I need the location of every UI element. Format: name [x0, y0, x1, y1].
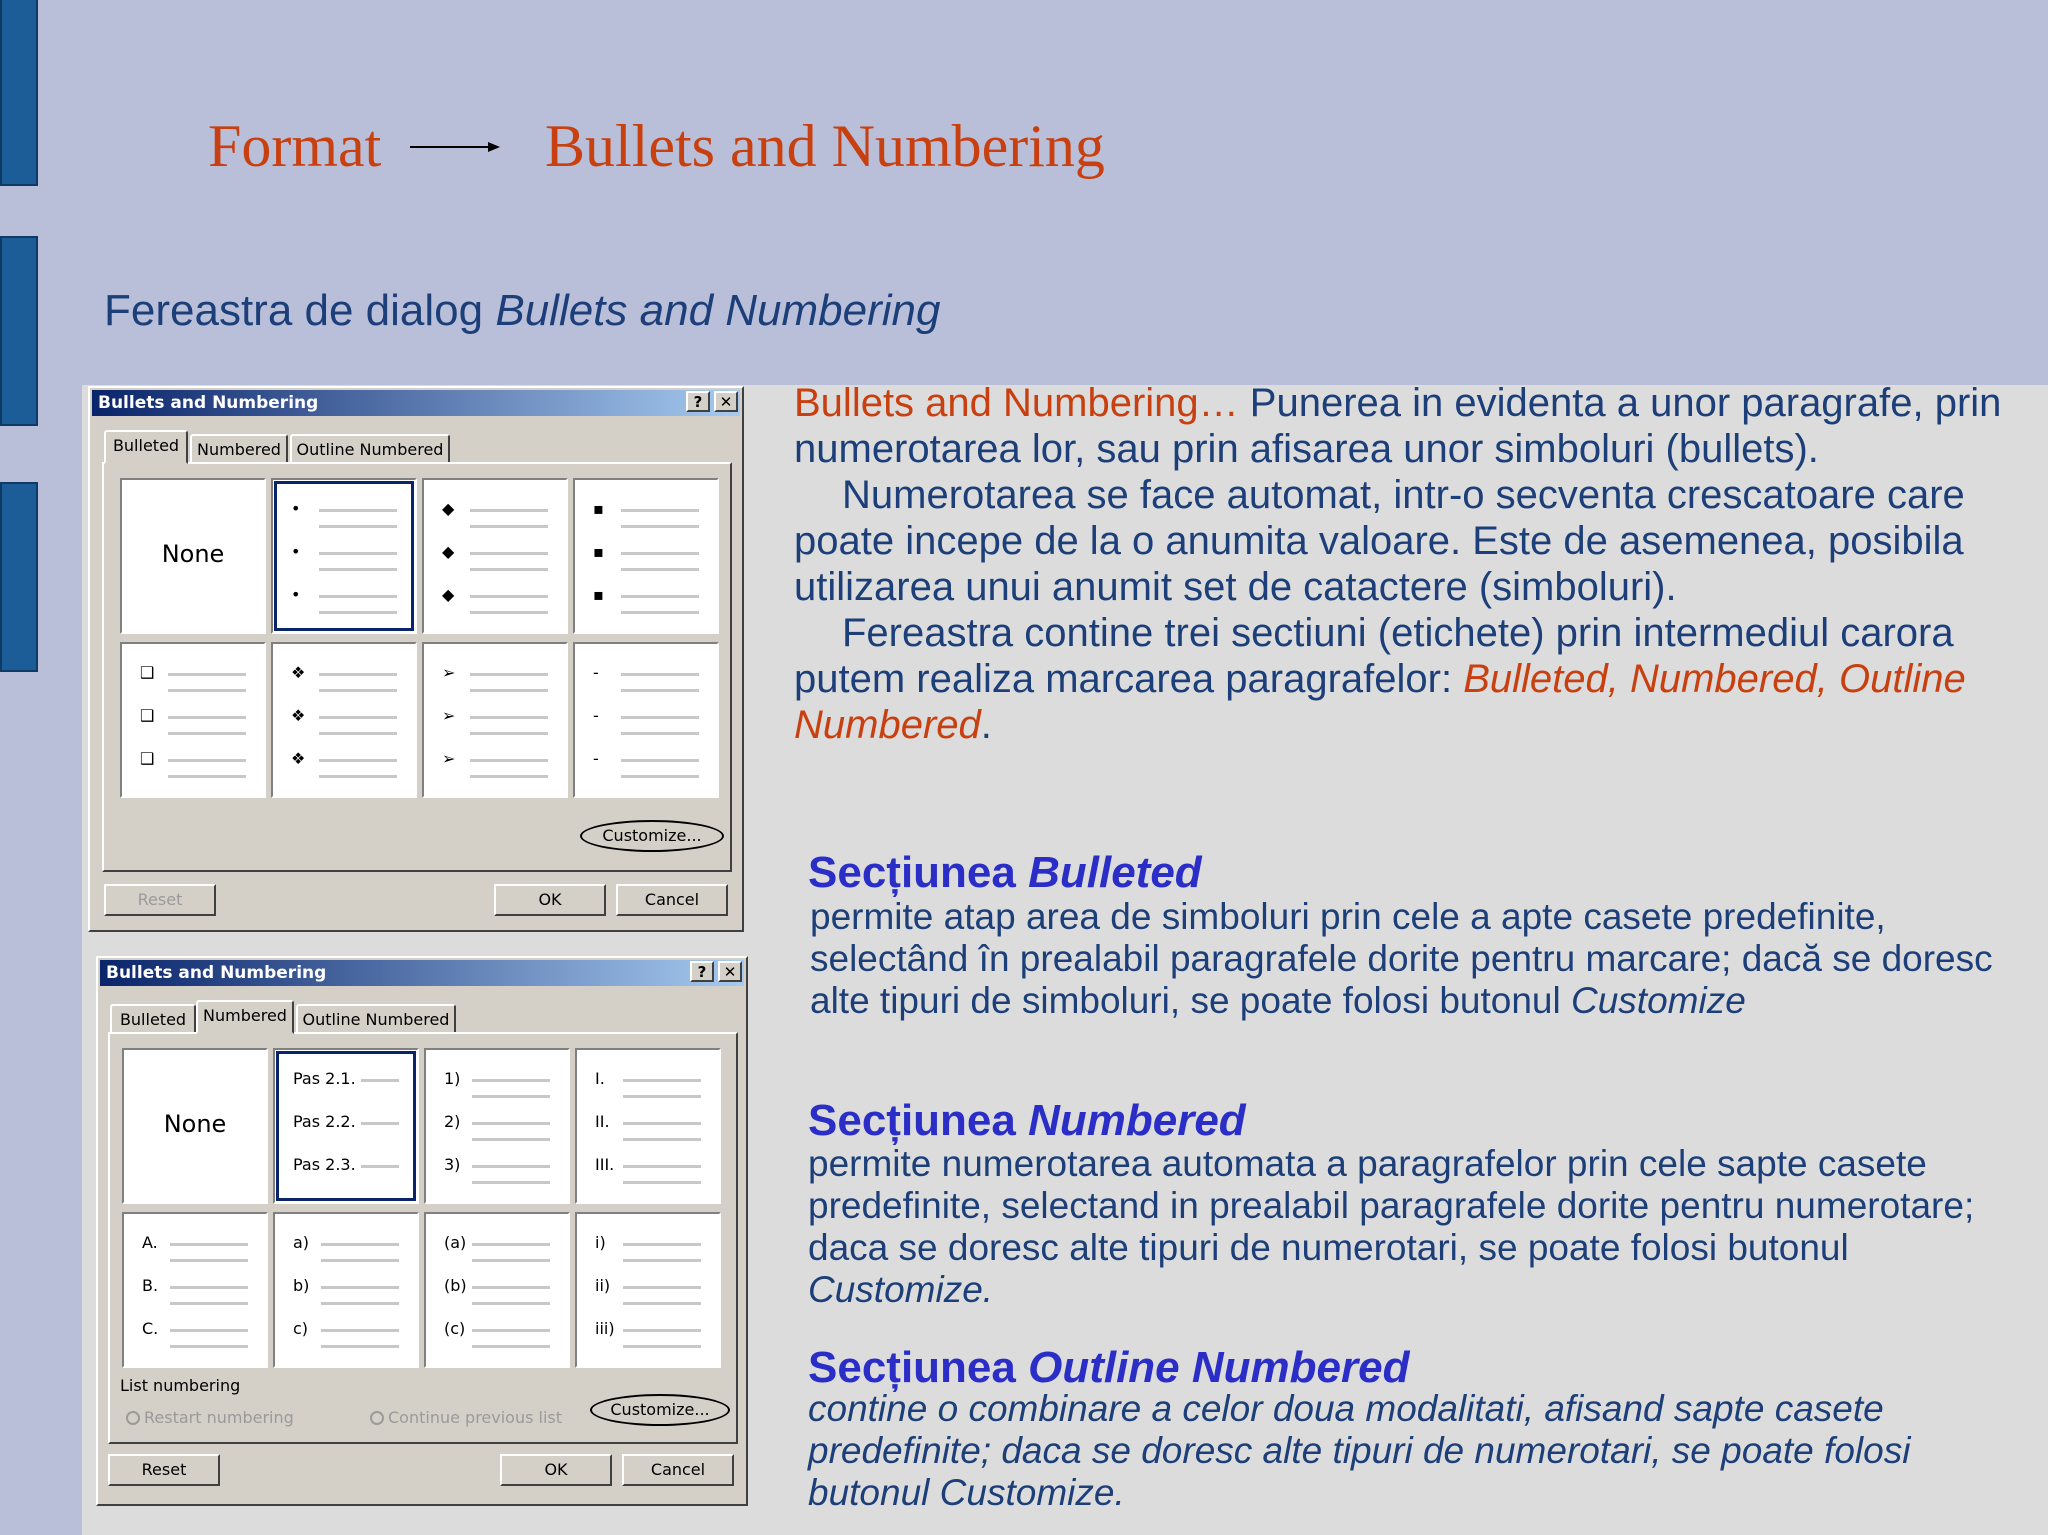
list-marker: Pas 2.3.: [293, 1155, 356, 1174]
none-label: None: [161, 540, 225, 568]
list-marker: iii): [595, 1319, 615, 1338]
list-line: [472, 1329, 550, 1332]
list-marker: A.: [142, 1233, 158, 1252]
close-button[interactable]: ✕: [718, 961, 742, 982]
section-heading-italic: Numbered: [1028, 1096, 1246, 1145]
list-line: [319, 732, 397, 735]
list-line: [319, 759, 397, 762]
list-line: [472, 1345, 550, 1348]
list-marker: ▪: [593, 585, 604, 604]
list-marker: Pas 2.2.: [293, 1112, 356, 1131]
list-line: [321, 1259, 399, 1262]
list-line: [361, 1165, 399, 1168]
close-button[interactable]: ✕: [714, 391, 738, 412]
list-marker: ➢: [442, 663, 456, 682]
section-body-italic: Customize: [1571, 980, 1746, 1021]
list-numbering-label: List numbering: [120, 1376, 241, 1395]
list-marker: i): [595, 1233, 606, 1252]
list-marker: b): [293, 1276, 310, 1295]
list-line: [472, 1138, 550, 1141]
list-line: [621, 525, 699, 528]
list-line: [621, 689, 699, 692]
style-cell-cross-bullets[interactable]: [271, 642, 417, 798]
tab-bulleted[interactable]: Bulleted: [110, 1004, 196, 1034]
help-button[interactable]: ?: [690, 961, 714, 982]
list-line: [621, 673, 699, 676]
dialog-titlebar: [100, 960, 744, 986]
section-heading-text: Secțiunea: [808, 1096, 1029, 1145]
list-line: [623, 1079, 701, 1082]
list-line: [472, 1181, 550, 1184]
list-line: [319, 509, 397, 512]
list-line: [472, 1302, 550, 1305]
intro-p3-end: .: [980, 703, 992, 747]
list-marker: ❖: [291, 706, 306, 725]
list-line: [170, 1243, 248, 1246]
list-marker: c): [293, 1319, 309, 1338]
list-marker: I.: [595, 1069, 605, 1088]
style-cell-upper-letters[interactable]: [122, 1212, 268, 1368]
subtitle: [104, 286, 940, 336]
list-line: [470, 568, 548, 571]
list-line: [168, 689, 246, 692]
section-outline-body: contine o combinare a celor doua modalitati, afisand sapte casete predefinite; daca se doresc alte tipuri de numerotari, se poate folosi butonul Customize.: [808, 1388, 1911, 1513]
list-line: [470, 552, 548, 555]
list-line: [470, 673, 548, 676]
list-marker: ▪: [593, 542, 604, 561]
list-line: [319, 775, 397, 778]
list-marker: Pas 2.1.: [293, 1069, 356, 1088]
tab-outline-numbered[interactable]: Outline Numbered: [290, 434, 450, 464]
continue-list-label: Continue previous list: [388, 1408, 563, 1427]
list-line: [472, 1122, 550, 1125]
list-line: [321, 1329, 399, 1332]
list-marker: ➢: [442, 706, 456, 725]
section-body-text: permite numerotarea automata a paragrafelor prin cele sapte casete predefinite, selectand in prealabil paragrafele dorite pentru numerotare; daca se doresc alte tipuri de numerotari, se poate folosi butonul: [808, 1143, 1975, 1268]
restart-numbering-radio[interactable]: [126, 1408, 294, 1427]
list-line: [623, 1302, 701, 1305]
style-cell-none[interactable]: [122, 1048, 268, 1204]
style-cell-dot-bullets[interactable]: [271, 478, 417, 634]
decor-bar: [0, 0, 38, 186]
list-line: [623, 1138, 701, 1141]
list-line: [170, 1286, 248, 1289]
subtitle-text: Fereastra de dialog: [104, 286, 496, 335]
list-line: [472, 1095, 550, 1098]
intro-accent: Bullets and Numbering…: [794, 381, 1239, 425]
list-line: [621, 716, 699, 719]
list-line: [623, 1259, 701, 1262]
intro-p3: Fereastra contine trei sectiuni (etichete) prin intermediul carora putem realiza marcarea paragrafelor:: [794, 611, 1954, 701]
list-line: [319, 689, 397, 692]
list-line: [319, 673, 397, 676]
style-cell-paren-letters[interactable]: [424, 1212, 570, 1368]
list-marker: (b): [444, 1276, 467, 1295]
help-button[interactable]: ?: [686, 391, 710, 412]
customize-button[interactable]: Customize...: [590, 1394, 730, 1426]
list-line: [319, 552, 397, 555]
list-marker: ❖: [291, 749, 306, 768]
intro-p1: Punerea in evidenta a unor paragrafe, prin numerotarea lor, sau prin afisarea unor simboluri (bullets).: [794, 381, 2002, 471]
list-marker: (a): [444, 1233, 467, 1252]
list-marker: ◆: [442, 542, 455, 561]
list-line: [168, 775, 246, 778]
section-outline-heading: [808, 1343, 1409, 1393]
section-heading-italic: Outline Numbered: [1028, 1343, 1410, 1392]
bullets-dialog-bulleted: [88, 386, 744, 932]
list-line: [319, 525, 397, 528]
list-line: [621, 775, 699, 778]
arrow-icon: [410, 140, 500, 154]
section-numbered-heading: [808, 1096, 1246, 1146]
dialog-titlebar: [92, 390, 740, 416]
style-cell-none[interactable]: [120, 478, 266, 634]
section-numbered-body: [808, 1143, 2008, 1311]
list-line: [623, 1243, 701, 1246]
list-line: [321, 1302, 399, 1305]
list-line: [623, 1181, 701, 1184]
list-line: [170, 1302, 248, 1305]
title-bullets-numbering: Bullets and Numbering: [545, 113, 1105, 179]
section-bulleted-body: [810, 896, 2010, 1022]
list-line: [472, 1165, 550, 1168]
ok-button[interactable]: OK: [500, 1454, 612, 1486]
list-marker: -: [593, 663, 599, 682]
list-line: [472, 1259, 550, 1262]
list-line: [319, 595, 397, 598]
bullets-dialog-numbered: [96, 956, 748, 1506]
style-cell-arrow-bullets[interactable]: [422, 642, 568, 798]
list-line: [623, 1122, 701, 1125]
list-line: [470, 716, 548, 719]
intro-paragraph-2: Numerotarea se face automat, intr-o secventa crescatoare care poate incepe de la o anumita valoare. Este de asemenea, posibila utilizarea unui anumit set de catactere (simboluri).: [794, 473, 1965, 609]
tab-outline-numbered[interactable]: Outline Numbered: [296, 1004, 456, 1034]
list-marker: ❑: [140, 706, 155, 725]
list-line: [470, 509, 548, 512]
list-line: [168, 759, 246, 762]
list-line: [319, 611, 397, 614]
list-marker: C.: [142, 1319, 159, 1338]
reset-button[interactable]: Reset: [104, 884, 216, 916]
list-line: [170, 1259, 248, 1262]
list-line: [361, 1079, 399, 1082]
list-line: [168, 716, 246, 719]
list-line: [470, 689, 548, 692]
cancel-button[interactable]: Cancel: [616, 884, 728, 916]
list-marker: ❑: [140, 749, 155, 768]
ok-button[interactable]: OK: [494, 884, 606, 916]
section-bulleted-heading: [808, 848, 1202, 898]
list-marker: •: [291, 499, 301, 518]
reset-button[interactable]: Reset: [108, 1454, 220, 1486]
restart-numbering-label: Restart numbering: [144, 1408, 294, 1427]
list-marker: ▪: [593, 499, 604, 518]
intro-paragraph-3: [794, 610, 2024, 748]
none-label: None: [163, 1110, 227, 1138]
list-marker: ❖: [291, 663, 306, 682]
style-cell-pas-numbering[interactable]: [273, 1048, 419, 1204]
style-cell-dash-bullets[interactable]: [573, 642, 719, 798]
list-line: [621, 759, 699, 762]
section-body-text: permite atap area de simboluri prin cele a apte casete predefinite, selectând în prealabil paragrafele dorite pentru marcare; dacă se doresc alte tipuri de simboluri, se poate folosi butonul: [810, 896, 1993, 1021]
list-line: [319, 568, 397, 571]
list-line: [472, 1079, 550, 1082]
list-line: [321, 1345, 399, 1348]
list-marker: ❑: [140, 663, 155, 682]
list-line: [621, 595, 699, 598]
list-line: [470, 611, 548, 614]
list-line: [170, 1329, 248, 1332]
title-format: Format: [208, 113, 382, 179]
list-marker: II.: [595, 1112, 610, 1131]
section-heading-text: Secțiunea: [808, 1343, 1029, 1392]
list-line: [621, 568, 699, 571]
list-marker: •: [291, 542, 301, 561]
list-marker: ◆: [442, 499, 455, 518]
list-marker: ◆: [442, 585, 455, 604]
style-cell-lower-letters[interactable]: [273, 1212, 419, 1368]
list-line: [170, 1345, 248, 1348]
list-marker: •: [291, 585, 301, 604]
tab-bulleted[interactable]: Bulleted: [104, 430, 188, 464]
decor-bar: [0, 236, 38, 426]
list-line: [621, 611, 699, 614]
list-marker: 1): [444, 1069, 461, 1088]
customize-button[interactable]: Customize...: [580, 820, 724, 852]
list-line: [472, 1243, 550, 1246]
list-line: [623, 1286, 701, 1289]
list-marker: 3): [444, 1155, 461, 1174]
list-line: [472, 1286, 550, 1289]
tab-numbered[interactable]: Numbered: [190, 434, 288, 464]
subtitle-italic: Bullets and Numbering: [495, 286, 941, 335]
list-marker: III.: [595, 1155, 615, 1174]
style-cell-paren-numbers[interactable]: [424, 1048, 570, 1204]
list-marker: (c): [444, 1319, 466, 1338]
style-cell-square-bullets[interactable]: [573, 478, 719, 634]
list-line: [168, 673, 246, 676]
list-marker: -: [593, 706, 599, 725]
list-line: [168, 732, 246, 735]
decor-bar: [0, 482, 38, 672]
list-line: [321, 1243, 399, 1246]
tab-numbered[interactable]: Numbered: [196, 1000, 294, 1034]
section-heading-italic: Bulleted: [1028, 848, 1202, 897]
list-line: [361, 1122, 399, 1125]
list-line: [470, 759, 548, 762]
list-line: [319, 716, 397, 719]
list-line: [470, 775, 548, 778]
style-cell-roman-numbers[interactable]: [575, 1048, 721, 1204]
section-heading-text: Secțiunea: [808, 848, 1029, 897]
list-line: [470, 525, 548, 528]
intro-text: [794, 380, 2024, 748]
list-line: [470, 595, 548, 598]
radio-icon: [370, 1411, 384, 1425]
section-body-italic: Customize.: [808, 1269, 994, 1310]
style-cell-lower-roman[interactable]: [575, 1212, 721, 1368]
list-line: [470, 732, 548, 735]
list-line: [623, 1345, 701, 1348]
list-line: [621, 509, 699, 512]
intro-p3-accent: Bulleted, Numbered, Outline Numbered: [794, 657, 1966, 747]
list-marker: ii): [595, 1276, 611, 1295]
style-cell-diamond-bullets[interactable]: [422, 478, 568, 634]
list-marker: -: [593, 749, 599, 768]
list-marker: 2): [444, 1112, 461, 1131]
list-line: [623, 1329, 701, 1332]
dialog-title: Bullets and Numbering: [106, 963, 327, 983]
intro-paragraph-1: [794, 380, 2024, 472]
list-marker: ➢: [442, 749, 456, 768]
list-line: [321, 1286, 399, 1289]
dialog-title: Bullets and Numbering: [98, 393, 319, 413]
list-marker: a): [293, 1233, 310, 1252]
list-marker: B.: [142, 1276, 159, 1295]
radio-icon: [126, 1411, 140, 1425]
list-line: [623, 1165, 701, 1168]
continue-list-radio[interactable]: [370, 1408, 562, 1427]
list-line: [621, 732, 699, 735]
cancel-button[interactable]: Cancel: [622, 1454, 734, 1486]
list-line: [623, 1095, 701, 1098]
style-cell-box-bullets[interactable]: [120, 642, 266, 798]
list-line: [621, 552, 699, 555]
